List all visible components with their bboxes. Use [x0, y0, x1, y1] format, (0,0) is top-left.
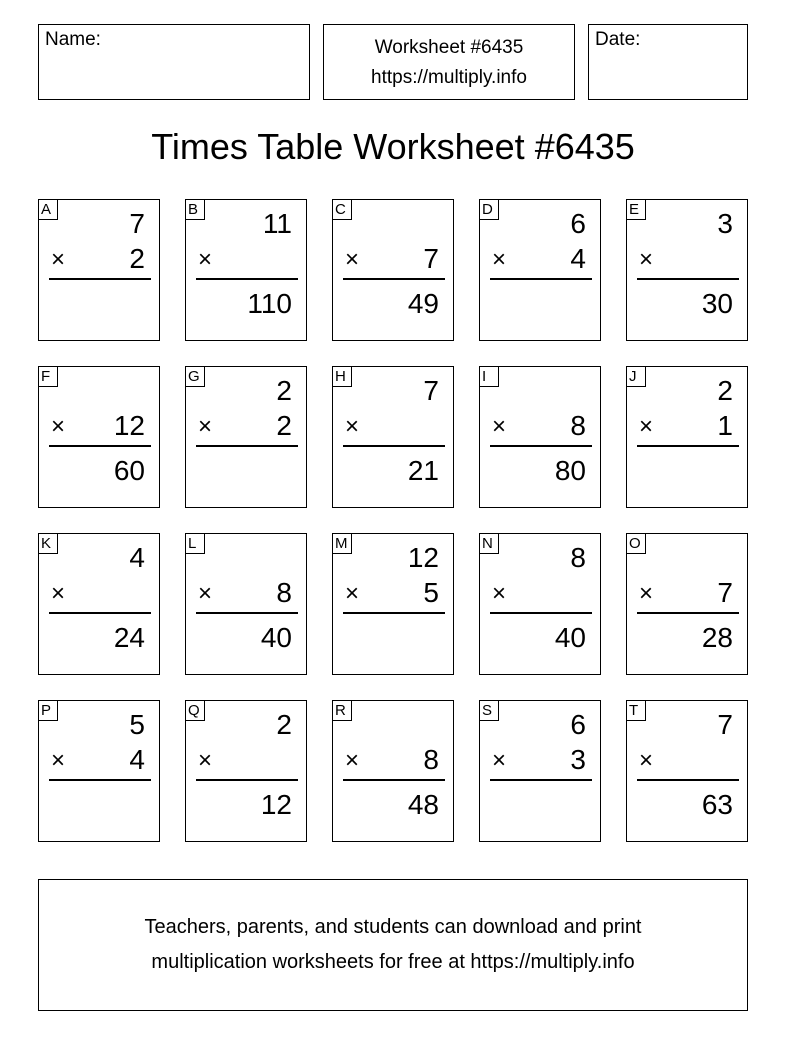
- problem-k: [38, 533, 160, 675]
- footer-line-1: Teachers, parents, and students can download and print: [144, 916, 642, 938]
- problem-d: [479, 199, 601, 341]
- times-symbol: ×: [51, 413, 66, 440]
- problem-q: [185, 700, 307, 842]
- problem-e: [626, 199, 748, 341]
- problem-label: B: [185, 199, 205, 220]
- problem-j: [626, 366, 748, 508]
- problem-label: L: [185, 533, 205, 554]
- times-symbol: ×: [51, 747, 66, 774]
- problem-label: G: [185, 366, 205, 387]
- times-symbol: ×: [198, 246, 213, 273]
- answer-line: [343, 445, 445, 447]
- top-number[interactable]: 2: [276, 375, 292, 406]
- bottom-number[interactable]: 2: [276, 410, 292, 441]
- problem-n: [479, 533, 601, 675]
- top-number[interactable]: 7: [129, 208, 145, 239]
- answer-line: [490, 612, 592, 614]
- answer-line: [490, 779, 592, 781]
- times-symbol: ×: [345, 413, 360, 440]
- problem-label: K: [38, 533, 58, 554]
- bottom-number[interactable]: 5: [423, 577, 439, 608]
- answer[interactable]: 60: [113, 455, 145, 486]
- times-symbol: ×: [198, 413, 213, 440]
- problem-c: [332, 199, 454, 341]
- problem-label: F: [38, 366, 58, 387]
- times-symbol: ×: [345, 246, 360, 273]
- problem-label: H: [332, 366, 352, 387]
- answer-line: [637, 445, 739, 447]
- problem-label: D: [479, 199, 499, 220]
- problem-b: [185, 199, 307, 341]
- footer-box: [38, 879, 748, 1011]
- bottom-number[interactable]: 4: [570, 243, 586, 274]
- answer-line: [196, 612, 298, 614]
- answer[interactable]: 12: [260, 789, 292, 820]
- answer-line: [637, 612, 739, 614]
- answer[interactable]: 110: [247, 288, 292, 319]
- top-number[interactable]: 3: [717, 208, 733, 239]
- date-box[interactable]: [588, 24, 748, 100]
- answer[interactable]: 40: [554, 622, 586, 653]
- problem-label: S: [479, 700, 499, 721]
- bottom-number[interactable]: 8: [570, 410, 586, 441]
- bottom-number[interactable]: 2: [129, 243, 145, 274]
- date-label: Date:: [595, 29, 641, 50]
- top-number[interactable]: 11: [262, 208, 292, 239]
- problem-p: [38, 700, 160, 842]
- page-title: Times Table Worksheet #6435: [151, 126, 635, 167]
- problem-a: [38, 199, 160, 341]
- top-number[interactable]: 2: [276, 709, 292, 740]
- problem-label: N: [479, 533, 499, 554]
- answer-line: [49, 445, 151, 447]
- bottom-number[interactable]: 8: [423, 744, 439, 775]
- top-number[interactable]: 12: [407, 542, 439, 573]
- top-number[interactable]: 7: [717, 709, 733, 740]
- answer-line: [196, 278, 298, 280]
- problem-label: O: [626, 533, 646, 554]
- top-number[interactable]: 6: [570, 208, 586, 239]
- answer[interactable]: 24: [113, 622, 145, 653]
- problem-label: P: [38, 700, 58, 721]
- top-number[interactable]: 5: [129, 709, 145, 740]
- times-symbol: ×: [345, 747, 360, 774]
- times-symbol: ×: [198, 747, 213, 774]
- answer[interactable]: 40: [260, 622, 292, 653]
- problem-g: [185, 366, 307, 508]
- name-box[interactable]: [38, 24, 310, 100]
- problem-f: [38, 366, 160, 508]
- answer-line: [490, 278, 592, 280]
- answer-line: [196, 779, 298, 781]
- answer[interactable]: 48: [407, 789, 439, 820]
- top-number[interactable]: 6: [570, 709, 586, 740]
- times-symbol: ×: [639, 413, 654, 440]
- answer-line: [196, 445, 298, 447]
- worksheet-url: https://multiply.info: [371, 67, 527, 88]
- problem-m: [332, 533, 454, 675]
- problem-s: [479, 700, 601, 842]
- problem-label: J: [626, 366, 646, 387]
- problem-h: [332, 366, 454, 508]
- bottom-number[interactable]: 12: [113, 410, 145, 441]
- problem-label: C: [332, 199, 352, 220]
- problem-o: [626, 533, 748, 675]
- bottom-number[interactable]: 7: [717, 577, 733, 608]
- worksheet-id-box: [323, 24, 575, 100]
- worksheet-number: Worksheet #6435: [374, 37, 524, 58]
- problem-label: Q: [185, 700, 205, 721]
- times-symbol: ×: [51, 246, 66, 273]
- bottom-number[interactable]: 4: [129, 744, 145, 775]
- answer-line: [490, 445, 592, 447]
- times-symbol: ×: [639, 747, 654, 774]
- answer-line: [49, 278, 151, 280]
- answer-line: [343, 278, 445, 280]
- problem-label: T: [626, 700, 646, 721]
- answer-line: [343, 779, 445, 781]
- bottom-number[interactable]: 7: [423, 243, 439, 274]
- answer[interactable]: 80: [554, 455, 586, 486]
- times-symbol: ×: [492, 246, 507, 273]
- problem-label: M: [332, 533, 352, 554]
- top-number[interactable]: 7: [423, 375, 439, 406]
- times-symbol: ×: [51, 580, 66, 607]
- bottom-number[interactable]: 1: [717, 410, 733, 441]
- top-number[interactable]: 2: [717, 375, 733, 406]
- answer[interactable]: 21: [407, 455, 439, 486]
- problem-t: [626, 700, 748, 842]
- answer[interactable]: 63: [701, 789, 733, 820]
- answer-line: [49, 779, 151, 781]
- times-symbol: ×: [198, 580, 213, 607]
- times-symbol: ×: [492, 413, 507, 440]
- problem-label: E: [626, 199, 646, 220]
- times-symbol: ×: [492, 747, 507, 774]
- top-number[interactable]: 8: [570, 542, 586, 573]
- problem-label: I: [479, 366, 499, 387]
- footer-line-2: multiplication worksheets for free at https://multiply.info: [151, 951, 635, 973]
- problem-i: [479, 366, 601, 508]
- problem-r: [332, 700, 454, 842]
- problem-label: R: [332, 700, 352, 721]
- answer-line: [637, 278, 739, 280]
- times-symbol: ×: [639, 580, 654, 607]
- times-symbol: ×: [492, 580, 507, 607]
- problem-l: [185, 533, 307, 675]
- problem-label: A: [38, 199, 58, 220]
- name-label: Name:: [45, 29, 101, 50]
- times-symbol: ×: [345, 580, 360, 607]
- times-symbol: ×: [639, 246, 654, 273]
- bottom-number[interactable]: 3: [570, 744, 586, 775]
- bottom-number[interactable]: 8: [276, 577, 292, 608]
- answer-line: [49, 612, 151, 614]
- answer-line: [637, 779, 739, 781]
- answer[interactable]: 28: [701, 622, 733, 653]
- answer-line: [343, 612, 445, 614]
- answer[interactable]: 49: [407, 288, 439, 319]
- top-number[interactable]: 4: [129, 542, 145, 573]
- answer[interactable]: 30: [701, 288, 733, 319]
